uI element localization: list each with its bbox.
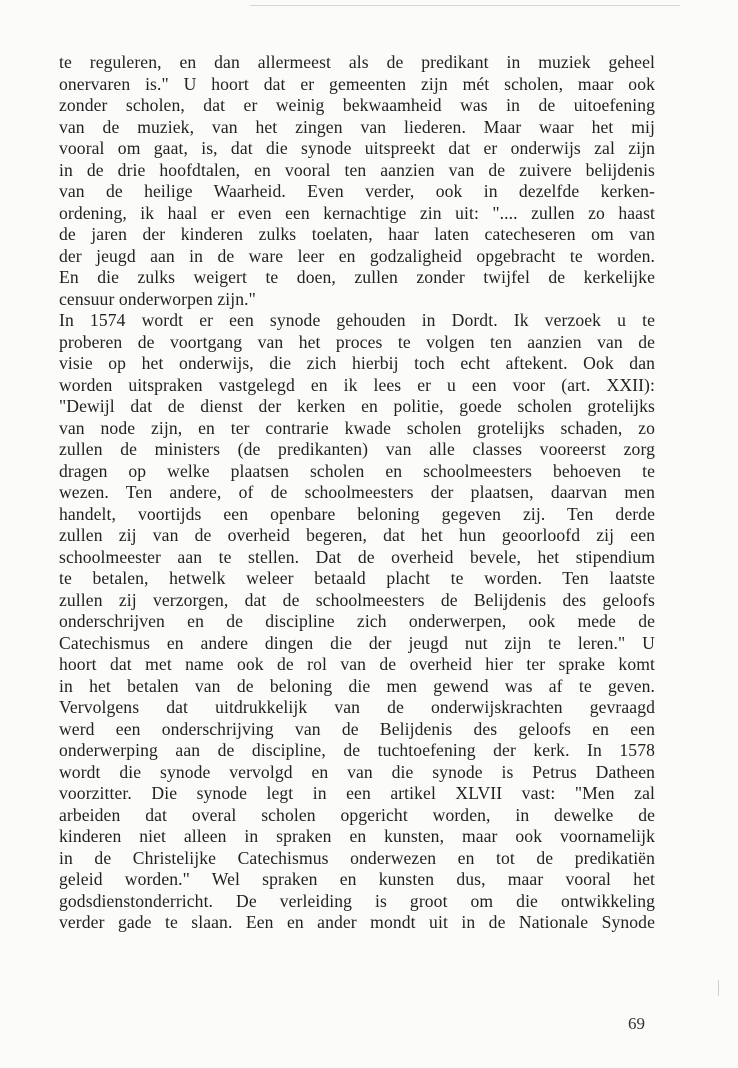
text-line: dragen op welke plaatsen scholen en schoolmeesters behoeven te (59, 460, 655, 481)
text-line: handelt, voortijds een openbare beloning gegeven zij. Ten derde (59, 503, 655, 524)
text-line: arbeiden dat overal scholen opgericht worden, in dewelke de (59, 804, 655, 825)
text-line: En die zulks weigert te doen, zullen zonder twijfel de kerkelijke (59, 267, 655, 287)
text-line: wordt die synode vervolgd en van die synode is Petrus Datheen (59, 761, 655, 782)
text-line: censuur onderworpen zijn." (59, 288, 256, 309)
text-line: te betalen, hetwelk weleer betaald placht te worden. Ten laatste (59, 568, 655, 588)
text-line: godsdienstonderricht. De verleiding is groot om die ontwikkeling (59, 890, 655, 911)
text-line: Catechismus en andere dingen die der jeugd nut zijn te leren." U (59, 632, 655, 653)
text-line: in de Christelijke Catechismus onderwezen en tot de predikatiën (59, 847, 655, 868)
text-line: onderschrijven en de discipline zich onderwerpen, ook mede de (59, 611, 655, 631)
text-line: van de muziek, van het zingen van liederen. Maar waar het mij (59, 116, 655, 137)
text-line: hoort dat met name ook de rol van de overheid hier ter sprake komt (59, 654, 655, 674)
text-line: vooral om gaat, is, dat die synode uitspreekt dat er onderwijs zal zijn (59, 138, 655, 158)
text-line: onervaren is." U hoort dat er gemeenten zijn mét scholen, maar ook (59, 73, 655, 94)
scan-edge-right (718, 980, 719, 996)
scan-edge-top (250, 5, 680, 6)
text-line: voorzitter. Die synode legt in een artikel XLVII vast: "Men zal (59, 783, 655, 803)
text-line: zullen zij verzorgen, dat de schoolmeesters de Belijdenis des geloofs (59, 589, 655, 610)
text-line: In 1574 wordt er een synode gehouden in Dordt. Ik verzoek u te (59, 310, 655, 330)
text-line: Vervolgens dat uitdrukkelijk van de onderwijskrachten gevraagd (59, 697, 655, 717)
text-line: kinderen niet alleen in spraken en kunsten, maar ook voornamelijk (59, 826, 655, 846)
text-line: wezen. Ten andere, of de schoolmeesters der plaatsen, daarvan men (59, 482, 655, 502)
text-line: de jaren der kinderen zulks toelaten, haar laten catecheseren om van (59, 224, 655, 244)
page-number: 69 (628, 1014, 645, 1033)
text-line: onderwerping aan de discipline, de tuchtoefening der kerk. In 1578 (59, 740, 655, 760)
text-line: van node zijn, en ter contrarie kwade scholen grotelijks schaden, zo (59, 417, 655, 438)
text-line: werd een onderschrijving van de Belijdenis des geloofs en een (59, 718, 655, 739)
text-line: schoolmeester aan te stellen. Dat de overheid bevele, het stipendium (59, 546, 655, 567)
text-line: "Dewijl dat de dienst der kerken en politie, goede scholen grotelijks (59, 396, 655, 416)
text-line: worden uitspraken vastgelegd en ik lees er u een voor (art. XXII): (59, 374, 655, 395)
text-line: zullen de ministers (de predikanten) van alle classes vooreerst zorg (59, 439, 655, 459)
text-line: in het betalen van de beloning die men gewend was af te geven. (59, 675, 655, 696)
text-line: der jeugd aan in de ware leer en godzaligheid opgebracht te worden. (59, 245, 655, 266)
text-line: visie op het onderwijs, die zich hierbij toch echt aftekent. Ook dan (59, 353, 655, 373)
text-line: zullen zij van de overheid begeren, dat het hun geoorloofd zij een (59, 525, 655, 545)
text-line: geleid worden." Wel spraken en kunsten dus, maar vooral het (59, 869, 655, 889)
text-line: zonder scholen, dat er weinig bekwaamheid was in de uitoefening (59, 95, 655, 115)
text-line: ordening, ik haal er even een kernachtige zin uit: ".... zullen zo haast (59, 202, 655, 223)
text-line: proberen de voortgang van het proces te volgen ten aanzien van de (59, 331, 655, 352)
text-line: van de heilige Waarheid. Even verder, ook in dezelfde kerken- (59, 181, 655, 201)
body-text (59, 52, 655, 934)
text-line: te reguleren, en dan allermeest als de predikant in muziek geheel (59, 52, 655, 72)
text-line: in de drie hoofdtalen, en vooral ten aanzien van de zuivere belijdenis (59, 159, 655, 180)
text-line: verder gade te slaan. Een en ander mondt uit in de Nationale Synode (59, 912, 655, 932)
